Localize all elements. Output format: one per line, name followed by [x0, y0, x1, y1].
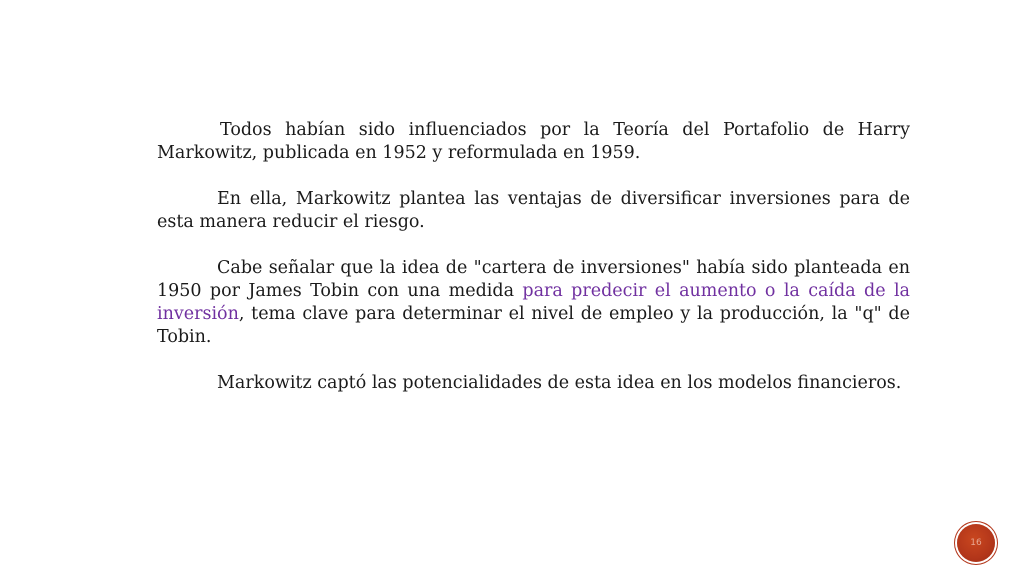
highlighted-phrase: para predecir el aumento o la caída de la inversión: [157, 281, 910, 324]
paragraph-2: En ella, Markowitz plantea las ventajas de diversificar inversiones para de esta manera reducir el riesgo.: [157, 189, 910, 232]
paragraph-3: [157, 257, 910, 349]
body-text: [157, 119, 910, 395]
page-number-badge: [957, 524, 995, 562]
paragraph-3-text-start: Cabe señalar que la idea de "cartera de inversiones" había sido planteada en 1950 por James Tobin con una medida: [157, 258, 910, 301]
paragraph-4: Markowitz captó las potencialidades de esta idea en los modelos financieros.: [217, 373, 902, 393]
page-number: 16: [970, 538, 982, 548]
paragraph-1: Todos habían sido influenciados por la Teoría del Portafolio de Harry Markowitz, publicada en 1952 y reformulada en 1959.: [157, 120, 910, 163]
paragraph-3-text-end: , tema clave para determinar el nivel de empleo y la producción, la "q" de Tobin.: [157, 304, 910, 347]
